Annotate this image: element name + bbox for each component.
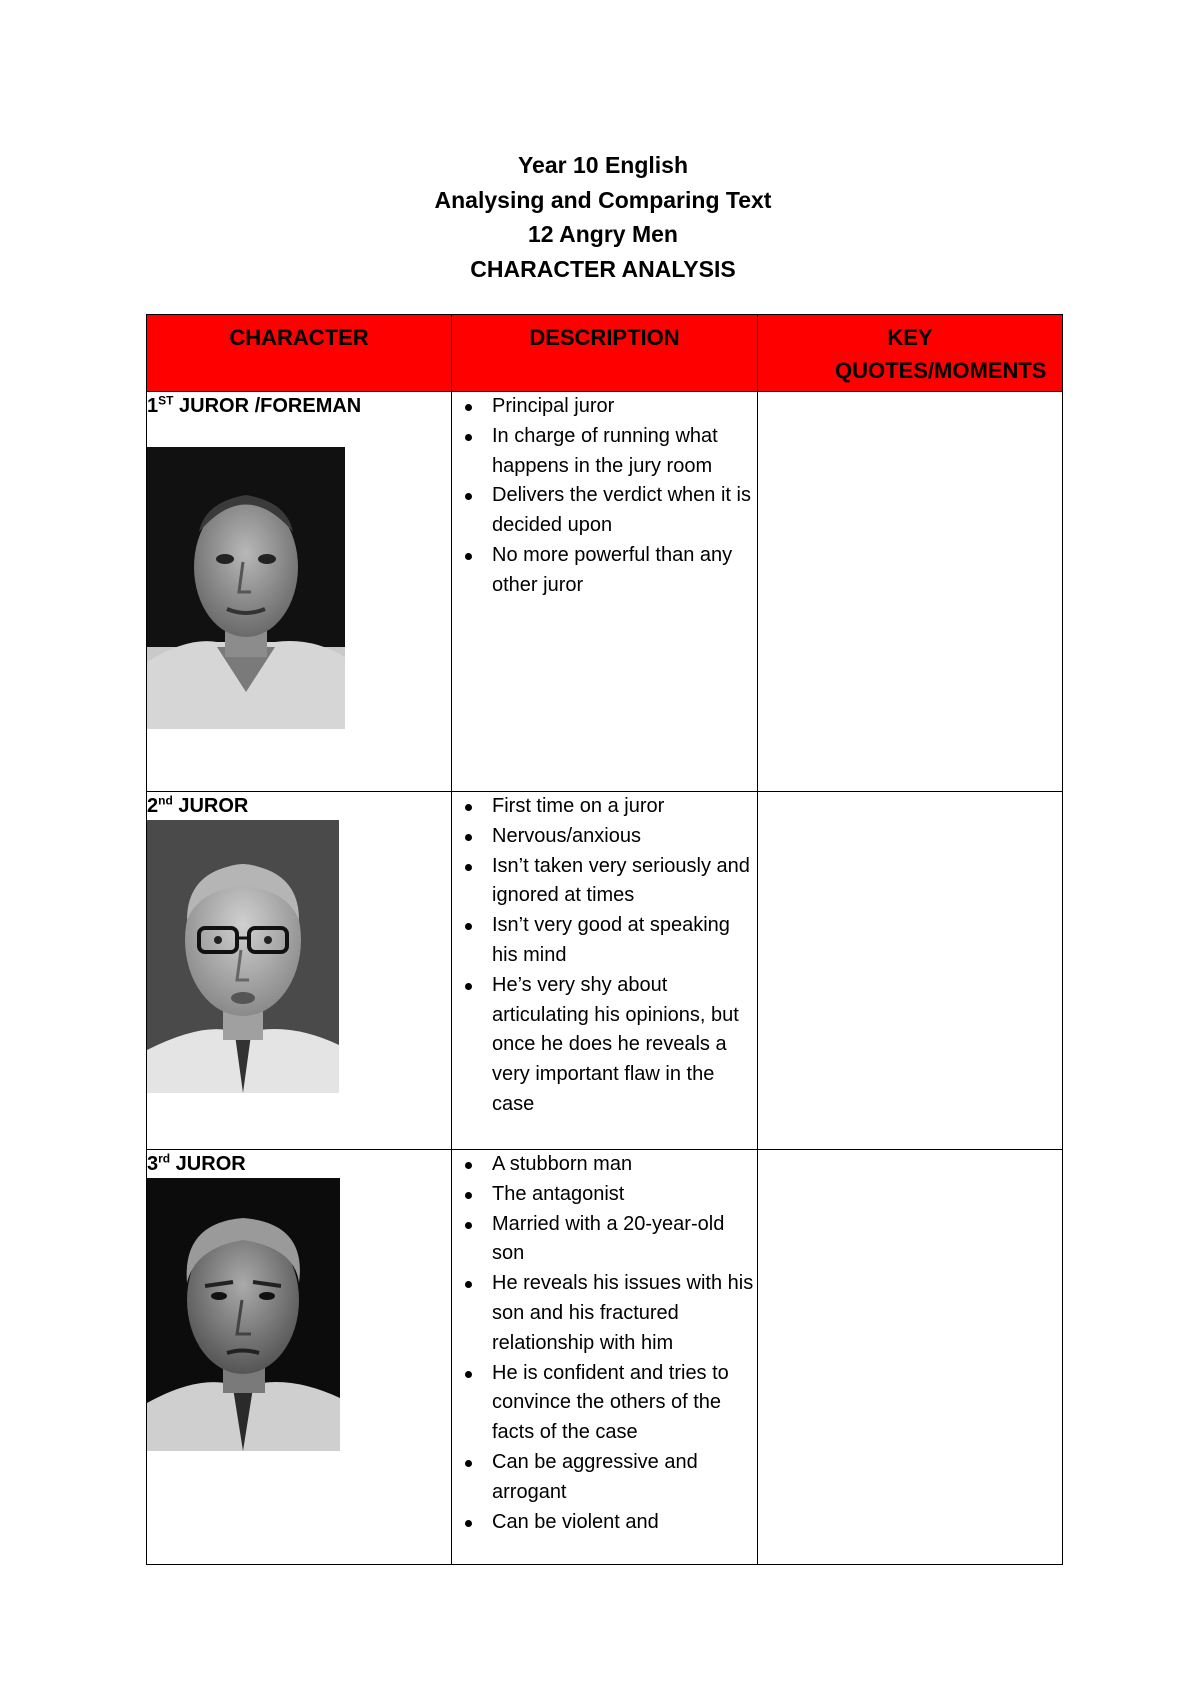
unit-title: Analysing and Comparing Text: [434, 186, 772, 213]
list-item: Can be aggressive and arrogant: [452, 1448, 757, 1508]
column-header-key-quotes: [758, 315, 1063, 392]
table-header-row: [147, 315, 1063, 392]
text-title: 12 Angry Men: [528, 221, 678, 247]
table-row: [147, 1150, 1063, 1565]
list-item: Isn’t very good at speaking his mind: [452, 911, 757, 971]
character-number: 3: [147, 1153, 159, 1175]
description-list: [452, 1150, 757, 1537]
character-number: 1: [147, 395, 159, 417]
description-cell: [452, 792, 758, 1150]
key-quotes-cell[interactable]: [758, 792, 1063, 1150]
description-cell: [452, 392, 758, 792]
foreman-photo: [147, 447, 345, 729]
list-item: The antagonist: [452, 1180, 757, 1210]
character-role: JUROR: [170, 1153, 246, 1175]
description-list: [452, 392, 757, 601]
character-analysis-table: [146, 314, 1063, 1565]
character-number: 2: [147, 795, 159, 817]
list-item: Principal juror: [452, 392, 757, 422]
description-cell: [452, 1150, 758, 1565]
character-name: [147, 792, 451, 820]
column-header-description: DESCRIPTION: [452, 315, 758, 392]
character-role: JUROR: [172, 795, 249, 817]
list-item: A stubborn man: [452, 1150, 757, 1180]
table-row: [147, 392, 1063, 792]
list-item: Isn’t taken very seriously and ignored at times: [452, 852, 757, 912]
list-item: Married with a 20-year-old son: [452, 1210, 757, 1270]
character-cell: [147, 1150, 452, 1565]
list-item: He’s very shy about articulating his opinions, but once he does he reveals a very important flaw in the case: [452, 971, 757, 1120]
character-cell: [147, 392, 452, 792]
ordinal-suffix: nd: [158, 793, 173, 808]
table-row: [147, 792, 1063, 1150]
list-item: No more powerful than any other juror: [452, 541, 757, 601]
list-item: First time on a juror: [452, 792, 757, 822]
column-header-character: CHARACTER: [147, 315, 452, 392]
key-quotes-cell[interactable]: [758, 392, 1063, 792]
ordinal-suffix: rd: [158, 1151, 171, 1166]
character-name: [147, 1150, 451, 1178]
list-item: He is confident and tries to convince the others of the facts of the case: [452, 1359, 757, 1448]
character-role: JUROR /FOREMAN: [173, 395, 362, 417]
worksheet-title: CHARACTER ANALYSIS: [470, 255, 736, 282]
key-quotes-cell[interactable]: [758, 1150, 1063, 1565]
column-header-key-quotes-label: KEY QUOTES/MOMENTS: [835, 325, 1047, 383]
third-juror-photo: [147, 1178, 340, 1451]
list-item: In charge of running what happens in the jury room: [452, 422, 757, 482]
document-title-block: [0, 148, 1200, 286]
description-list: [452, 792, 757, 1120]
character-name: [147, 392, 451, 420]
list-item: He reveals his issues with his son and his fractured relationship with him: [452, 1269, 757, 1358]
list-item: Can be violent and: [452, 1508, 757, 1538]
list-item: Delivers the verdict when it is decided upon: [452, 481, 757, 541]
ordinal-suffix: ST: [158, 393, 174, 408]
second-juror-photo: [147, 820, 339, 1093]
list-item: Nervous/anxious: [452, 822, 757, 852]
course-title: Year 10 English: [517, 152, 689, 178]
character-cell: [147, 792, 452, 1150]
